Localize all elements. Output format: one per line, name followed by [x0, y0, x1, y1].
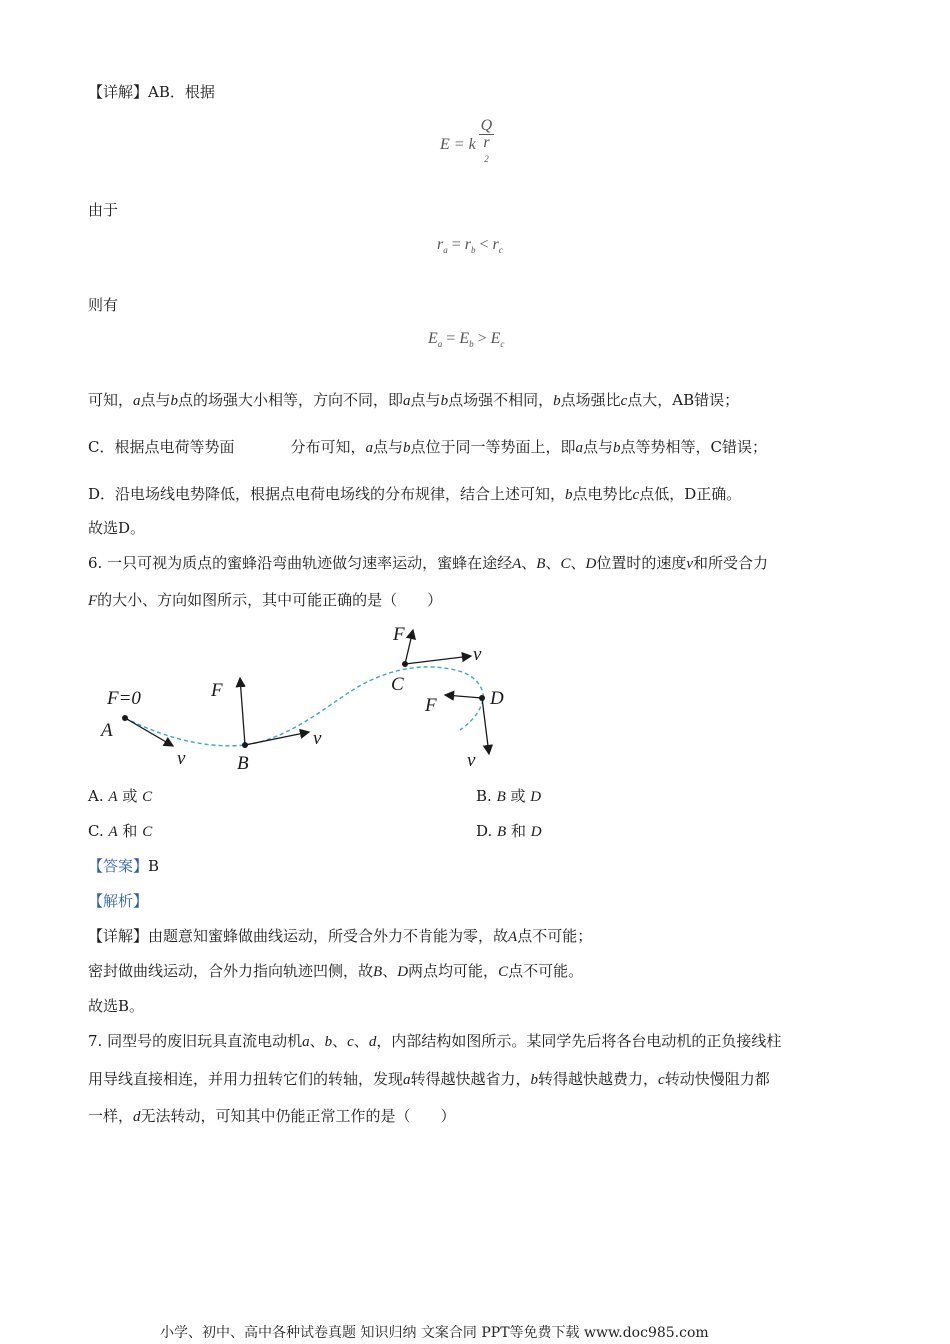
force-b-arrow [240, 678, 245, 745]
equation-field-strength: E = k Q r $^2$ [440, 117, 493, 164]
conclusion-1: 故选D。 [88, 519, 146, 537]
question-6-line-2: F的大小、方向如图所示，其中可能正确的是（ ） [88, 591, 443, 609]
label-fd: F [425, 695, 437, 716]
force-d-arrow [445, 695, 482, 698]
detail2-line-2: 密封做曲线运动，合外力指向轨迹凹侧，故B、D两点均可能，C点不可能。 [88, 962, 584, 980]
zeyou: 则有 [88, 296, 119, 314]
detail2-line-1: 【详解】由题意知蜜蜂做曲线运动，所受合外力不肯能为零，故A点不可能； [88, 927, 593, 945]
detail1 [88, 82, 215, 102]
youyu: 由于 [88, 201, 119, 219]
label-va: v [177, 748, 186, 769]
label-vb: v [313, 728, 322, 749]
label-fb: F [211, 680, 223, 701]
detail-tag: 【详解】 [88, 83, 149, 101]
velocity-c-arrow [405, 656, 471, 664]
equation-radii: $r_a = r_b < r_c$ [437, 236, 503, 256]
velocity-b-arrow [245, 732, 309, 745]
option-a[interactable]: A. A 或 C [88, 787, 153, 805]
option-d[interactable]: D. B 和 D [476, 822, 542, 840]
option-b[interactable]: B. B 或 D [476, 787, 542, 805]
footer-watermark: 小学、初中、高中各种试卷真题 知识归纳 文案合同 PPT等免费下载 www.doc985.com [160, 1325, 709, 1341]
paragraph-c: C．根据点电荷等势面 分布可知，a点与b点位于同一等势面上，即a点与b点等势相等，C错误； [88, 438, 768, 456]
detail-text: AB．根据 [148, 83, 215, 101]
velocity-d-arrow [482, 698, 489, 754]
velocity-a-arrow [125, 718, 173, 746]
conclusion-2: 故选B。 [88, 997, 145, 1015]
answer-value: B [148, 857, 160, 875]
label-vc: v [473, 644, 482, 665]
paragraph-ab: 可知，a点与b点的场强大小相等，方向不同，即a点与b点场强不相同，b点场强比c点大，AB错误； [88, 391, 740, 409]
label-a: A [101, 720, 113, 741]
label-d: D [490, 688, 504, 709]
question-6-line-1: 6. 一只可视为质点的蜜蜂沿弯曲轨迹做匀速率运动，蜜蜂在途经A、B、C、D位置时的速度v和所受合力 [88, 554, 769, 572]
label-fc: F [393, 624, 405, 645]
paragraph-d: D．沿电场线电势降低，根据点电荷电场线的分布规律，结合上述可知，b点电势比c点低，D正确。 [88, 485, 742, 503]
label-vd: v [467, 750, 476, 771]
label-b: B [237, 753, 249, 774]
force-c-arrow [405, 630, 413, 664]
question-7-line-2: 用导线直接相连，并用力扭转它们的转轴，发现a转得越快越省力，b转得越快越费力，c转动快慢阻力都 [88, 1070, 770, 1088]
label-f-zero: F=0 [107, 688, 141, 709]
option-c[interactable]: C. A 和 C [88, 822, 153, 840]
question-7-line-3: 一样，d无法转动，可知其中仍能正常工作的是（ ） [88, 1107, 456, 1125]
bee-trajectory-figure [95, 618, 525, 778]
label-c: C [391, 674, 404, 695]
question-7-line-1: 7. 同型号的废旧玩具直流电动机a、b、c、d，内部结构如图所示。某同学先后将各台电动机的正负接线柱 [88, 1032, 782, 1050]
answer [88, 856, 159, 876]
equation-field-compare: $E_a = E_b > E_c$ [428, 330, 505, 350]
analysis-tag: 【解析】 [88, 892, 149, 910]
answer-tag: 【答案】 [88, 857, 149, 875]
